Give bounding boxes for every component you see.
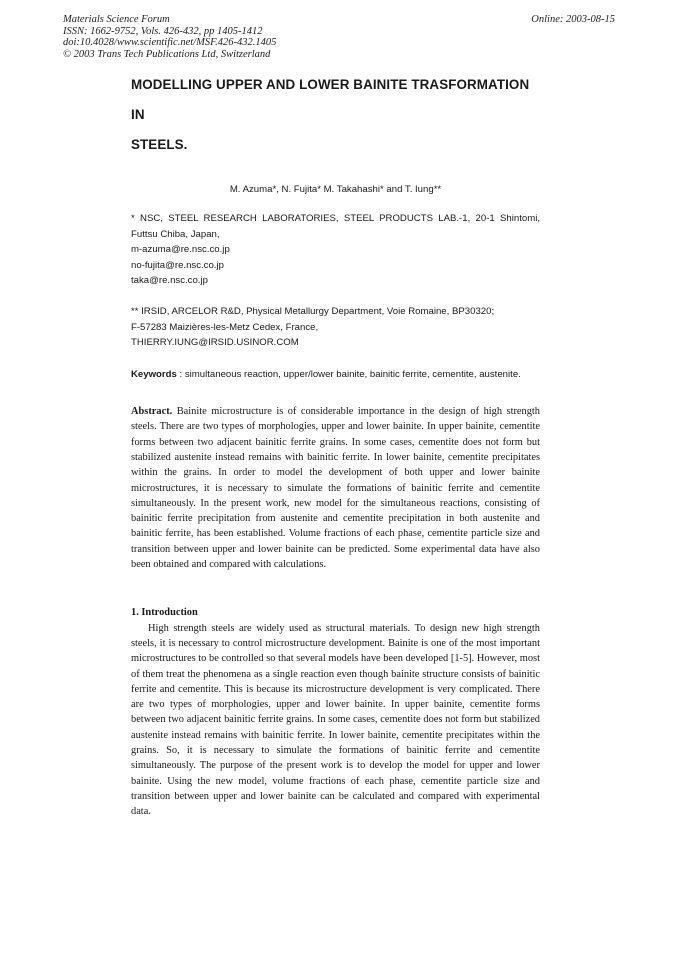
issn-line: ISSN: 1662-9752, Vols. 426-432, pp 1405-1412 xyxy=(63,25,263,37)
email-iung[interactable]: THIERRY.IUNG@IRSID.USINOR.COM xyxy=(131,337,299,349)
affiliation-irsid-address-1: ** IRSID, ARCELOR R&D, Physical Metallurgy Department, Voie Romaine, BP30320; xyxy=(131,306,495,318)
affiliation-nsc xyxy=(131,211,540,288)
section-heading-introduction: 1. Introduction xyxy=(131,607,198,619)
publication-header xyxy=(63,14,276,60)
doi-line[interactable]: doi:10.4028/www.scientific.net/MSF.426-432.1405 xyxy=(63,37,277,49)
title-line-2: STEELS. xyxy=(131,137,188,152)
affiliation-irsid-address-2: F-57283 Maizières-les-Metz Cedex, France, xyxy=(131,321,319,333)
abstract-label: Abstract. xyxy=(131,406,173,418)
abstract-text: Bainite microstructure is of considerable importance in the design of high strength steels. There are two types of morphologies, upper and lower bainite. In upper bainite, cementite forms between two adjacent bainitic ferrite grains. In some cases, cementite does not form but stabilized austenite instead remains with bainitic ferrite. In lower bainite, cementite precipitates within the grains. In order to model the development of both upper and lower bainite microstructures, it is necessary to simulate the formations of bainitic ferrite and cementite simultaneously. In the present work, new model for the simultaneous reactions, consisting of bainitic ferrite precipitation from austenite and cementite precipitation in both austenite and bainitic ferrite, has been established. Volume fractions of each phase, cementite particle size and transition between upper and lower bainite can be predicted. Some experimental data have also been obtained and compared with calculations. xyxy=(131,406,540,571)
paper-title xyxy=(131,70,540,160)
keywords-text: : simultaneous reaction, upper/lower bainite, bainitic ferrite, cementite, austenite. xyxy=(176,368,521,380)
email-takahashi[interactable]: taka@re.nsc.co.jp xyxy=(131,275,208,287)
abstract xyxy=(131,404,540,572)
email-azuma[interactable]: m-azuma@re.nsc.co.jp xyxy=(131,244,230,256)
authors: M. Azuma*, N. Fujita* M. Takahashi* and T. Iung** xyxy=(229,184,442,195)
online-date: Online: 2003-08-15 xyxy=(531,14,615,25)
paper-body xyxy=(131,70,540,819)
affiliation-irsid xyxy=(131,304,540,350)
journal-name: Materials Science Forum xyxy=(63,14,170,25)
title-line-1: MODELLING UPPER AND LOWER BAINITE TRASFORMATION IN xyxy=(131,77,530,122)
introduction-paragraph: High strength steels are widely used as structural materials. To design new high strength steels, it is necessary to control microstructure development. Bainite is one of the most important microstructures to be controlled so that several models have been developed [1-5]. However, most of them treat the phenomena as a single reaction even though bainite structure consists of bainitic ferrite and cementite. This is because its microstructure development is very complicated. There are two types of morphologies, upper and lower bainite. In upper bainite, cementite forms between two adjacent bainitic ferrite grains. In some cases, cementite does not form but stabilized austenite instead remains with bainitic ferrite. In lower bainite, cementite precipitates within the grains. So, it is necessary to simulate the formations of bainitic ferrite and cementite simultaneously. The purpose of the present work is to develop the model for upper and lower bainite. Using the new model, volume fractions of each phase, cementite particle size and transition between upper and lower bainite can be calculated and compared with experimental data. xyxy=(131,622,540,818)
keywords xyxy=(131,367,540,382)
email-fujita[interactable]: no-fujita@re.nsc.co.jp xyxy=(131,259,224,271)
copyright-line: © 2003 Trans Tech Publications Ltd, Switzerland xyxy=(63,48,271,60)
keywords-label: Keywords xyxy=(131,368,177,380)
affiliation-nsc-address: * NSC, STEEL RESEARCH LABORATORIES, STEEL PRODUCTS LAB.-1, 20-1 Shintomi, Futtsu Chiba, Japan, xyxy=(131,213,540,240)
